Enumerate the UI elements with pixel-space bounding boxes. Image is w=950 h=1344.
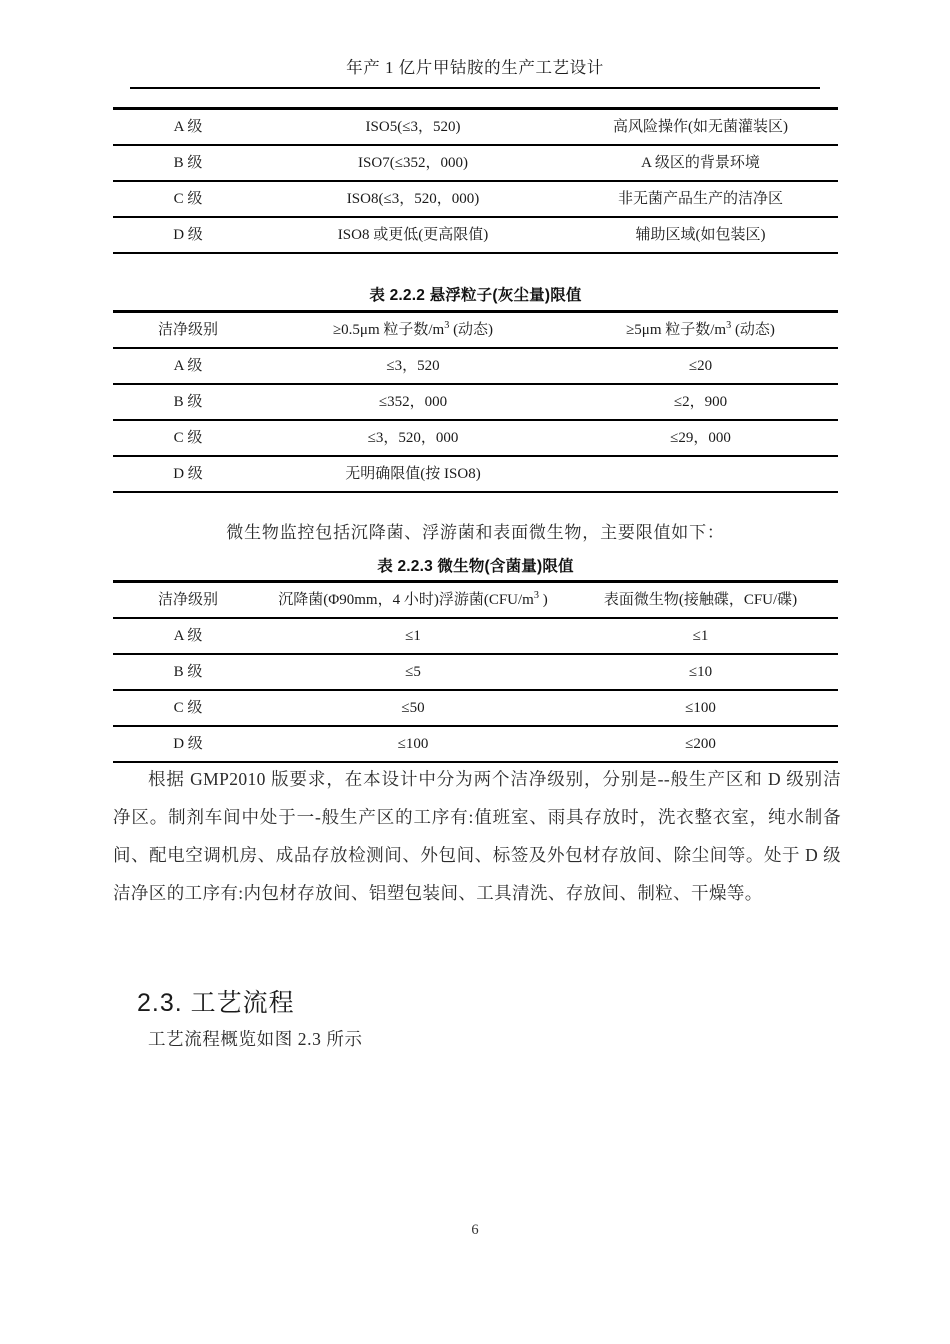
cell-grade: C 级 [173, 700, 203, 716]
cell-surface: ≤1 [692, 628, 709, 644]
table-row [113, 618, 838, 654]
page-number: 6 [471, 1222, 479, 1238]
header-surface-microbe: 表面微生物(接触碟，CFU/碟) [603, 592, 798, 608]
cell-half-micron: ≤352，000 [378, 394, 448, 410]
cell-five-micron: ≤29，000 [670, 430, 731, 446]
table-header-row [113, 312, 838, 349]
cell-grade: C 级 [173, 430, 203, 446]
table-2-caption: 表 2.2.2 悬浮粒子(灰尘量)限值 [369, 287, 582, 304]
cell-area: 辅助区域(如包装区) [635, 227, 766, 243]
header-grade: 洁净级别 [157, 322, 218, 338]
cell-standard: ISO8(≤3，520，000) [346, 191, 480, 207]
cell-surface: ≤100 [685, 700, 716, 716]
cell-five-micron [563, 456, 838, 492]
cleanliness-grade-table [113, 107, 838, 254]
cell-area: A 级区的背景环境 [641, 155, 760, 171]
cell-five-micron: ≤2，900 [673, 394, 728, 410]
airborne-particle-limits-table [113, 310, 838, 493]
microbial-limits-table [113, 580, 838, 763]
cell-surface: ≤10 [688, 664, 713, 680]
cell-settling: ≤5 [405, 664, 421, 680]
table-row [113, 726, 838, 762]
cell-grade: D 级 [173, 227, 203, 243]
running-header [0, 58, 950, 78]
header-settling-plate [263, 582, 563, 619]
cell-settling: ≤100 [397, 736, 429, 752]
cell-settling: ≤1 [405, 628, 421, 644]
table-row [113, 456, 838, 492]
header-title: 年产 1 亿片甲钴胺的生产工艺设计 [346, 58, 604, 77]
cell-standard: ISO7(≤352，000) [358, 155, 468, 171]
rule-cell [113, 492, 838, 493]
header-rule [130, 87, 820, 89]
header-settling-pre: 沉降菌(Φ90mm，4 小时)浮游菌(CFU/m [278, 592, 534, 608]
header-half-micron-sup: 3 [444, 320, 450, 331]
cell-grade: A 级 [173, 119, 203, 135]
header-half-micron-post: (动态) [449, 322, 494, 338]
cell-half-micron: 无明确限值(按 ISO8) [345, 466, 481, 482]
table-row [113, 420, 838, 456]
cell-settling: ≤50 [401, 700, 425, 716]
table-row [113, 384, 838, 420]
table-bottom-rule [113, 253, 838, 254]
table-row [113, 109, 838, 146]
header-five-micron-pre: ≥5μm 粒子数/m [626, 322, 727, 338]
header-half-micron [263, 312, 563, 349]
cell-standard: ISO5(≤3，520) [365, 119, 461, 135]
section-heading-2-3: 2.3. 工艺流程 [137, 988, 295, 1017]
table-row [113, 690, 838, 726]
table-row [113, 145, 838, 181]
table-header-row [113, 582, 838, 619]
table-3-caption: 表 2.2.3 微生物(含菌量)限值 [377, 558, 574, 575]
cell-area: 高风险操作(如无菌灌装区) [613, 119, 788, 135]
header-half-micron-pre: ≥0.5μm 粒子数/m [332, 322, 445, 338]
cell-grade: A 级 [173, 358, 203, 374]
header-five-micron-post: (动态) [731, 322, 775, 338]
rule-cell [113, 253, 838, 254]
table-row [113, 654, 838, 690]
header-grade: 洁净级别 [157, 592, 218, 608]
body-paragraph: 根据 GMP2010 版要求，在本设计中分为两个洁净级别，分别是--般生产区和 D 级别洁净区。制剂车间中处于一-般生产区的工序有:值班室、雨具存放时，洗衣整衣室，纯水制备间、配电空调机房、成品存放检测间、外包间、标签及外包材存放间、除尘间等。处于 D 级洁净区的工序有:内包材存放间、铝塑包装间、工具清洗、存放间、制粒、干燥等。 [113, 769, 841, 903]
table-row [113, 348, 838, 384]
table-row [113, 217, 838, 253]
cell-surface: ≤200 [685, 736, 716, 752]
header-five-micron [563, 312, 838, 349]
cell-grade: B 级 [173, 394, 203, 410]
cell-half-micron: ≤3，520 [386, 358, 440, 374]
table-bottom-rule [113, 492, 838, 493]
cell-five-micron: ≤20 [688, 358, 713, 374]
cell-grade: A 级 [173, 628, 203, 644]
header-settling-sup: 3 [533, 590, 539, 601]
cell-grade: C 级 [173, 191, 203, 207]
cell-grade: D 级 [173, 736, 203, 752]
header-five-micron-sup: 3 [726, 320, 732, 331]
table-row [113, 181, 838, 217]
header-settling-post: ) [538, 592, 548, 608]
cell-standard: ISO8 或更低(更高限值) [337, 227, 489, 243]
cell-area: 非无菌产品生产的洁净区 [617, 191, 783, 207]
cell-grade: D 级 [173, 466, 203, 482]
cell-grade: B 级 [173, 155, 203, 171]
section-paragraph: 工艺流程概览如图 2.3 所示 [148, 1029, 363, 1049]
cell-half-micron: ≤3，520，000 [367, 430, 459, 446]
microbial-monitoring-lead: 微生物监控包括沉降菌、浮游菌和表面微生物，主要限值如下： [226, 523, 725, 542]
cell-grade: B 级 [173, 664, 203, 680]
